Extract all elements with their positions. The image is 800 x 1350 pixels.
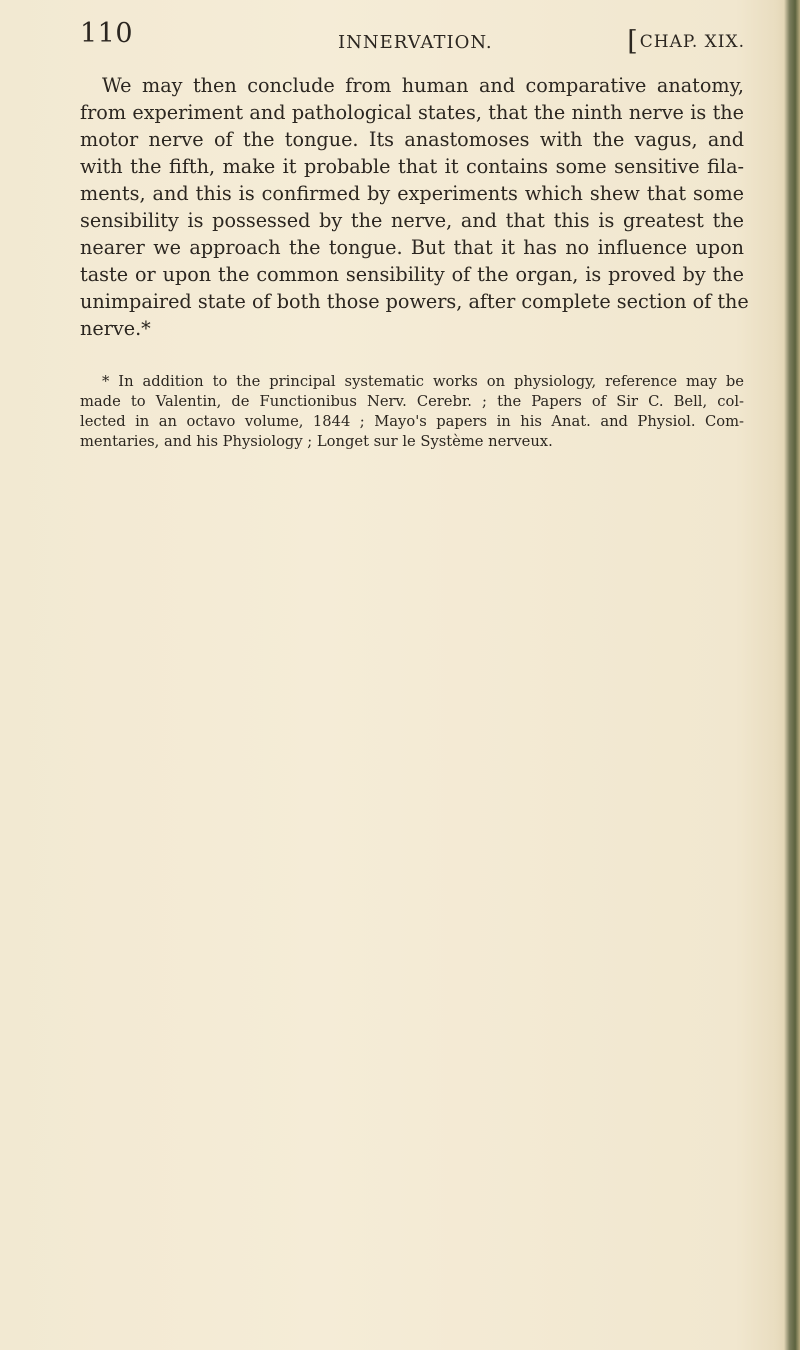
body-line: nearer we approach the tongue. But that it has no influence upon <box>80 236 744 259</box>
footnote-line: mentaries, and his Physiology ; Longet sur le Système nerveux. <box>80 433 553 450</box>
footnote-line: made to Valentin, de Functionibus Nerv. Cerebr. ; the Papers of Sir C. Bell, col- <box>80 393 744 410</box>
body-line: taste or upon the common sensibility of the organ, is proved by the <box>80 263 744 286</box>
footnote-line: * In addition to the principal systematic works on physiology, reference may be <box>102 373 744 390</box>
body-line: motor nerve of the tongue. Its anastomoses with the vagus, and <box>80 128 744 151</box>
page-number: 110 <box>80 18 134 49</box>
page-edge-shadow <box>784 0 800 1350</box>
body-line: We may then conclude from human and comparative anatomy, <box>102 74 744 97</box>
running-head: INNERVATION. <box>338 32 493 53</box>
chapter-reference <box>627 26 745 57</box>
body-line: ments, and this is confirmed by experiments which shew that some <box>80 182 744 205</box>
body-line: unimpaired state of both those powers, after complete section of the <box>80 290 749 313</box>
footnote-line: lected in an octavo volume, 1844 ; Mayo's papers in his Anat. and Physiol. Com- <box>80 413 744 430</box>
page-header <box>80 18 745 58</box>
chapter-label: CHAP. XIX. <box>639 32 745 52</box>
body-line: from experiment and pathological states, that the ninth nerve is the <box>80 101 744 124</box>
chapter-bracket: [ <box>627 26 639 57</box>
body-paragraph <box>80 72 749 342</box>
body-line: with the fifth, make it probable that it contains some sensitive fila- <box>80 155 744 178</box>
body-line: nerve.* <box>80 317 151 340</box>
body-line: sensibility is possessed by the nerve, and that this is greatest the <box>80 209 744 232</box>
footnote <box>80 372 744 452</box>
